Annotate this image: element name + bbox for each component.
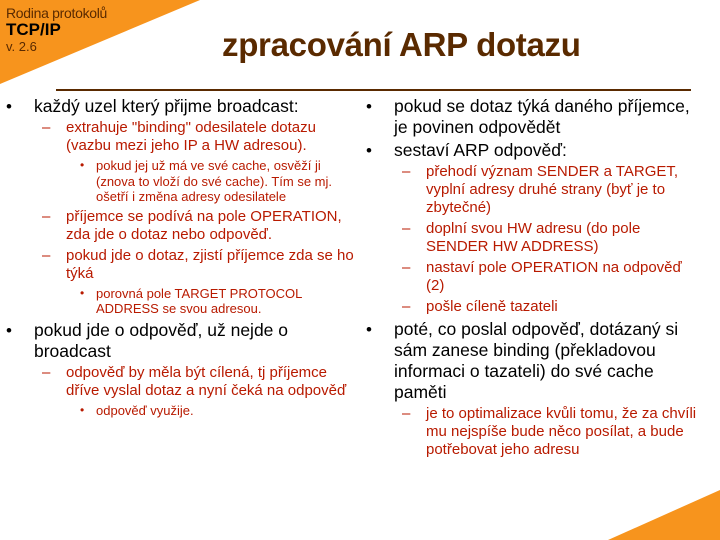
slide-title: zpracování ARP dotazu	[222, 26, 581, 63]
bullet-item	[4, 364, 356, 400]
bullet-marker: •	[366, 141, 372, 160]
bullet-marker: –	[402, 405, 411, 422]
left-column	[4, 96, 356, 421]
bullet-text: pokud se dotaz týká daného příjemce, je povinen odpovědět	[394, 96, 690, 137]
course-brand	[6, 6, 107, 53]
bullet-marker: –	[402, 259, 411, 276]
bullet-item	[362, 259, 702, 295]
bullet-text: extrahuje "binding" odesilatele dotazu (vazbu mezi jeho IP a HW adresou).	[66, 119, 316, 154]
bullet-item	[4, 403, 356, 419]
bullet-item	[4, 158, 356, 205]
bullet-marker: –	[42, 246, 51, 264]
bullet-item	[362, 163, 702, 217]
bullet-marker: •	[366, 97, 372, 116]
corner-decoration-bottom-right	[608, 490, 720, 540]
bullet-text: odpověď využije.	[96, 402, 194, 418]
bullet-text: doplní svou HW adresu (do pole SENDER HW ADDRESS)	[426, 220, 641, 255]
bullet-text: příjemce se podívá na pole OPERATION, zda jde o dotaz nebo odpověď.	[66, 207, 342, 243]
bullet-text: pokud jej už má ve své cache, osvěží ji (znova to vloží do své cache). Tím se mj. ošetří i změna adresy odesilatele	[96, 158, 333, 204]
bullet-item	[4, 119, 356, 155]
brand-family: Rodina protokolů	[6, 5, 108, 21]
bullet-item	[4, 286, 356, 317]
bullet-marker: –	[42, 207, 51, 225]
bullet-item	[362, 298, 702, 316]
bullet-text: je to optimalizace kvůli tomu, že za chvíli mu nejspíše bude něco posílat, a bude potřebovat jeho adresu	[426, 405, 697, 458]
bullet-marker: –	[402, 163, 411, 180]
bullet-text: pošle cíleně tazateli	[426, 298, 558, 315]
bullet-marker: •	[80, 158, 85, 172]
brand-version: v. 2.6	[6, 39, 37, 54]
bullet-marker: •	[366, 320, 372, 339]
title-divider	[56, 89, 691, 91]
bullet-marker: –	[402, 298, 411, 315]
bullet-marker: •	[80, 285, 85, 300]
bullet-item	[362, 220, 702, 256]
bullet-text: odpověď by měla být cílená, tj příjemce dříve vyslal dotaz a nyní čeká na odpověď	[66, 363, 347, 399]
brand-protocol: TCP/IP	[6, 20, 61, 39]
bullet-text: sestaví ARP odpověď:	[394, 140, 567, 160]
bullet-item	[362, 319, 702, 403]
bullet-item	[362, 405, 702, 459]
bullet-item	[4, 247, 356, 283]
bullet-text: pokud jde o dotaz, zjistí příjemce zda se ho týká	[66, 246, 354, 282]
bullet-marker: –	[42, 119, 51, 136]
bullet-text: každý uzel který přijme broadcast:	[34, 96, 299, 116]
bullet-item	[4, 320, 356, 362]
bullet-item	[4, 208, 356, 244]
bullet-text: nastaví pole OPERATION na odpověď (2)	[426, 259, 682, 294]
bullet-marker: –	[402, 220, 411, 237]
bullet-item	[362, 96, 702, 138]
bullet-marker: –	[42, 363, 51, 381]
bullet-item	[362, 140, 702, 161]
bullet-marker: •	[6, 320, 12, 340]
bullet-marker: •	[6, 97, 12, 116]
bullet-text: porovná pole TARGET PROTOCOL ADDRESS se svou adresou.	[96, 285, 302, 316]
bullet-text: přehodí význam SENDER a TARGET, vyplní adresy druhé strany (byť je to zbytečné)	[426, 163, 679, 216]
bullet-text: poté, co poslal odpověď, dotázaný si sám zanese binding (překladovou informaci o tazateli) do své cache paměti	[394, 319, 679, 402]
right-column	[362, 96, 702, 462]
bullet-item	[4, 96, 356, 117]
bullet-text: pokud jde o odpověď, už nejde o broadcast	[34, 319, 289, 361]
bullet-marker: •	[80, 402, 85, 417]
